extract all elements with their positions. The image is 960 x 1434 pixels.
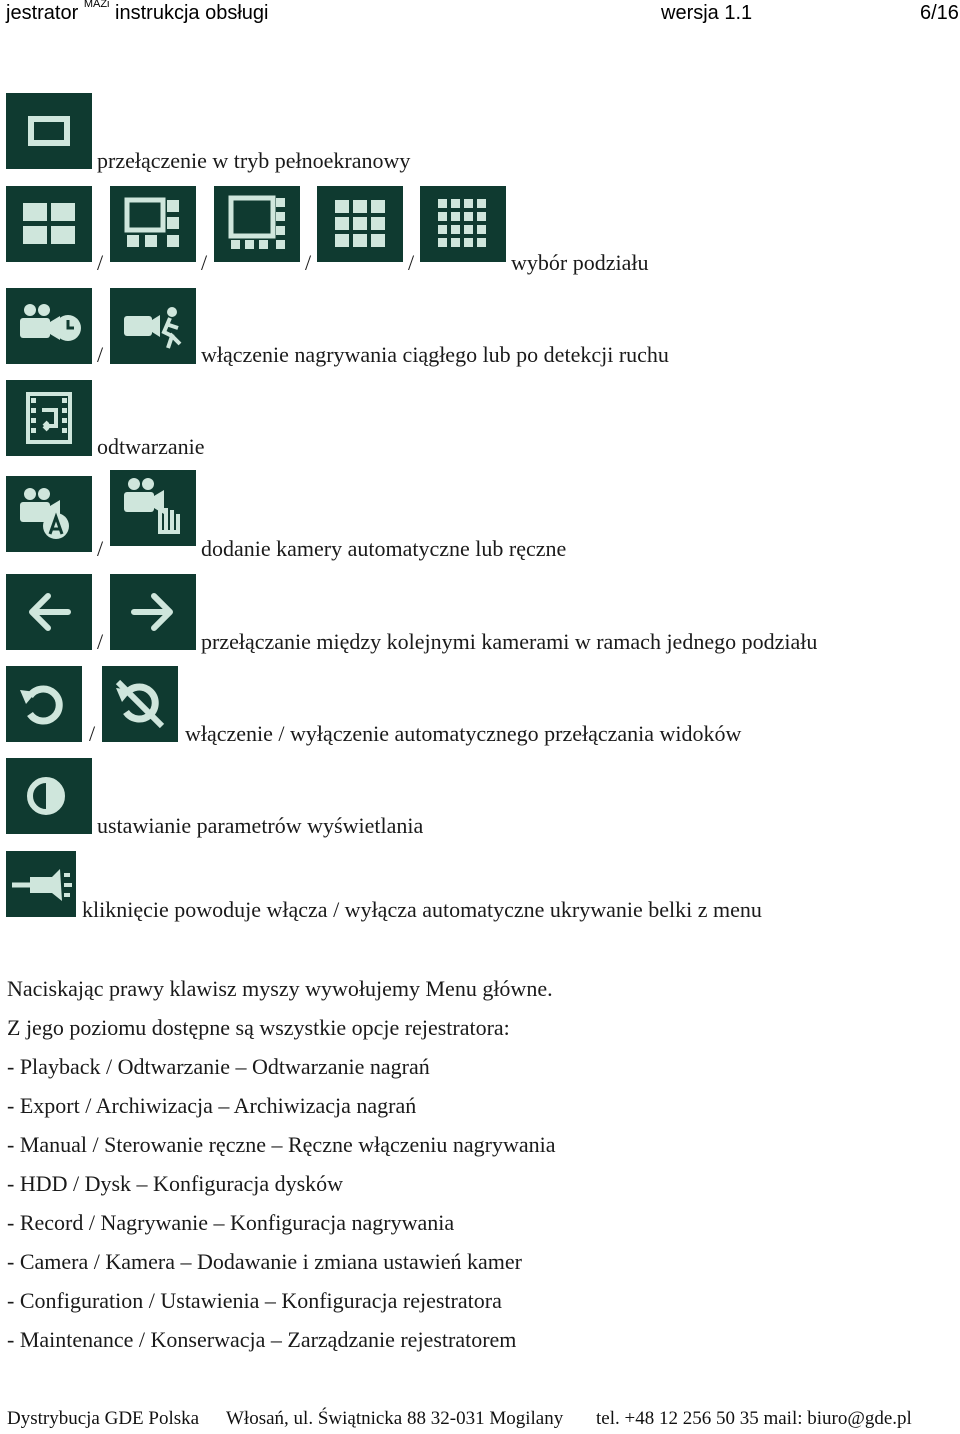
row-desc: kliknięcie powoduje włącza / wyłącza automatyczne ukrywanie belki z menu: [82, 897, 762, 922]
brand-superscript: MAZi: [83, 0, 110, 11]
row-desc: przełączenie w tryb pełnoekranowy: [97, 148, 411, 173]
separator: /: [97, 629, 104, 654]
footer-contact: tel. +48 12 256 50 35 mail: biuro@gde.pl: [596, 1408, 912, 1429]
separator: /: [408, 250, 415, 275]
row-desc: włączenie nagrywania ciągłego lub po detekcji ruchu: [201, 342, 669, 367]
footer-company: Dystrybucja GDE Polska: [7, 1408, 200, 1429]
product-name: jestrator: [6, 2, 79, 24]
pin-menu-icon: [6, 851, 76, 917]
footer-address: Włosań, ul. Świątnicka 88 32-031 Mogilany: [226, 1408, 564, 1429]
arrow-right-icon: [110, 574, 196, 650]
row-desc: wybór podziału: [511, 250, 649, 275]
row-desc: odtwarzanie: [97, 434, 205, 459]
separator: /: [97, 342, 104, 367]
list-item: - HDD / Dysk – Konfiguracja dysków: [7, 1171, 344, 1196]
separator: /: [97, 536, 104, 561]
auto-cycle-on-icon: [6, 666, 82, 742]
page-number: 6/16: [920, 2, 959, 24]
split-6-icon: [110, 186, 196, 262]
row-desc: dodanie kamery automatyczne lub ręczne: [201, 536, 567, 561]
split-16-icon: [420, 186, 506, 262]
separator: /: [97, 250, 104, 275]
playback-icon: [6, 380, 92, 456]
split-4-icon: [6, 186, 92, 262]
list-item: - Playback / Odtwarzanie – Odtwarzanie nagrań: [7, 1054, 430, 1079]
version-label: wersja 1.1: [661, 2, 753, 24]
row-desc: przełączanie między kolejnymi kamerami w ramach jednego podziału: [201, 629, 818, 654]
add-camera-manual-icon: [110, 470, 196, 546]
split-9-icon: [317, 186, 403, 262]
fullscreen-icon: [6, 93, 92, 169]
record-continuous-icon: [6, 288, 92, 364]
intro-line: Z jego poziomu dostępne są wszystkie opcje rejestratora:: [7, 1015, 510, 1040]
arrow-left-icon: [6, 574, 92, 650]
list-item: - Camera / Kamera – Dodawanie i zmiana ustawień kamer: [7, 1249, 522, 1274]
row-desc: włączenie / wyłączenie automatycznego przełączania widoków: [185, 721, 742, 746]
row-desc: ustawianie parametrów wyświetlania: [97, 813, 424, 838]
list-item: - Export / Archiwizacja – Archiwizacja nagrań: [7, 1093, 417, 1118]
display-settings-icon: [6, 758, 92, 834]
split-8-icon: [214, 186, 300, 262]
list-item: - Record / Nagrywanie – Konfiguracja nagrywania: [7, 1210, 455, 1235]
auto-cycle-off-icon: [102, 666, 178, 742]
separator: /: [89, 721, 96, 746]
separator: /: [201, 250, 208, 275]
doc-title: [6, 2, 268, 25]
list-item: - Manual / Sterowanie ręczne – Ręczne włączeniu nagrywania: [7, 1132, 556, 1157]
list-item: - Maintenance / Konserwacja – Zarządzanie rejestratorem: [7, 1327, 517, 1352]
list-item: - Configuration / Ustawienia – Konfiguracja rejestratora: [7, 1288, 502, 1313]
intro-line: Naciskając prawy klawisz myszy wywołujemy Menu główne.: [7, 976, 553, 1001]
manual-title: instrukcja obsługi: [115, 2, 269, 24]
separator: /: [305, 250, 312, 275]
add-camera-auto-icon: [6, 476, 92, 552]
record-motion-icon: [110, 288, 196, 364]
